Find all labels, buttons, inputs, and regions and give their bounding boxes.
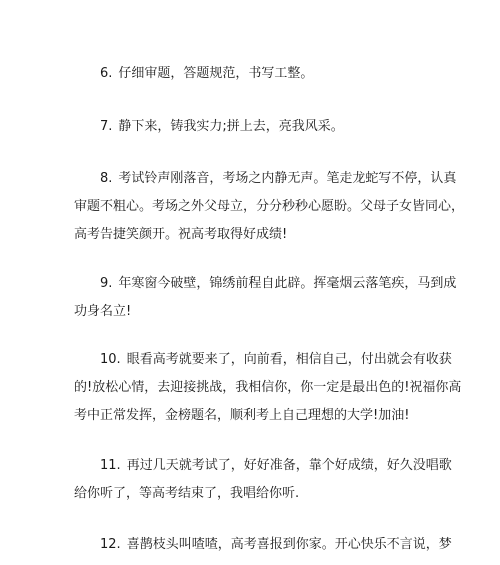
list-item-9 <box>74 270 457 326</box>
line: 给你听了，等高考结束了，我唱给你听. <box>74 486 300 501</box>
line <box>74 270 457 298</box>
item-number: 12. <box>100 537 121 552</box>
item-text: 年寒窗今破壁，锦绣前程自此辟。挥毫烟云落笔疾，马到成 <box>118 276 457 291</box>
line <box>74 452 452 480</box>
list-item-8 <box>74 165 465 249</box>
item-number: 9. <box>100 276 113 291</box>
item-number: 7. <box>100 119 113 134</box>
item-text: 喜鹊枝头叫喳喳，高考喜报到你家。开心快乐不言说，梦 <box>126 537 452 552</box>
list-item-11 <box>74 452 452 508</box>
item-text: 仔细审题，答题规范，书写工整。 <box>118 66 314 81</box>
item-text: 静下来，铸我实力;拼上去，亮我风采。 <box>118 119 344 134</box>
line: 考中正常发挥，金榜题名，顺利考上自己理想的大学!加油! <box>74 408 410 423</box>
item-number: 6. <box>100 66 113 81</box>
line <box>74 113 434 141</box>
line: 高考告捷笑颜开。祝高考取得好成绩! <box>74 227 288 242</box>
item-number: 8. <box>100 171 113 186</box>
item-text: 再过几天就考试了，好好准备，靠个好成绩，好久没唱歌 <box>126 458 452 473</box>
line: 审题不粗心。考场之外父母立，分分秒秒心愿盼。父母子女皆同心， <box>74 199 465 214</box>
list-item-10 <box>74 346 462 430</box>
line <box>74 531 452 559</box>
line <box>74 165 457 193</box>
line: 的!放松心情，去迎接挑战，我相信你，你一定是最出色的!祝福你高 <box>74 380 462 395</box>
list-item-6 <box>74 60 434 88</box>
line <box>74 60 434 88</box>
line: 功身名立! <box>74 304 132 319</box>
list-item-7 <box>74 113 434 141</box>
list-item-12 <box>74 531 452 559</box>
item-number: 11. <box>100 458 121 473</box>
item-text: 眼看高考就要来了，向前看，相信自己，付出就会有收获 <box>126 352 452 367</box>
line <box>74 346 452 374</box>
item-number: 10. <box>100 352 121 367</box>
item-text: 考试铃声刚落音，考场之内静无声。笔走龙蛇写不停，认真 <box>118 171 457 186</box>
